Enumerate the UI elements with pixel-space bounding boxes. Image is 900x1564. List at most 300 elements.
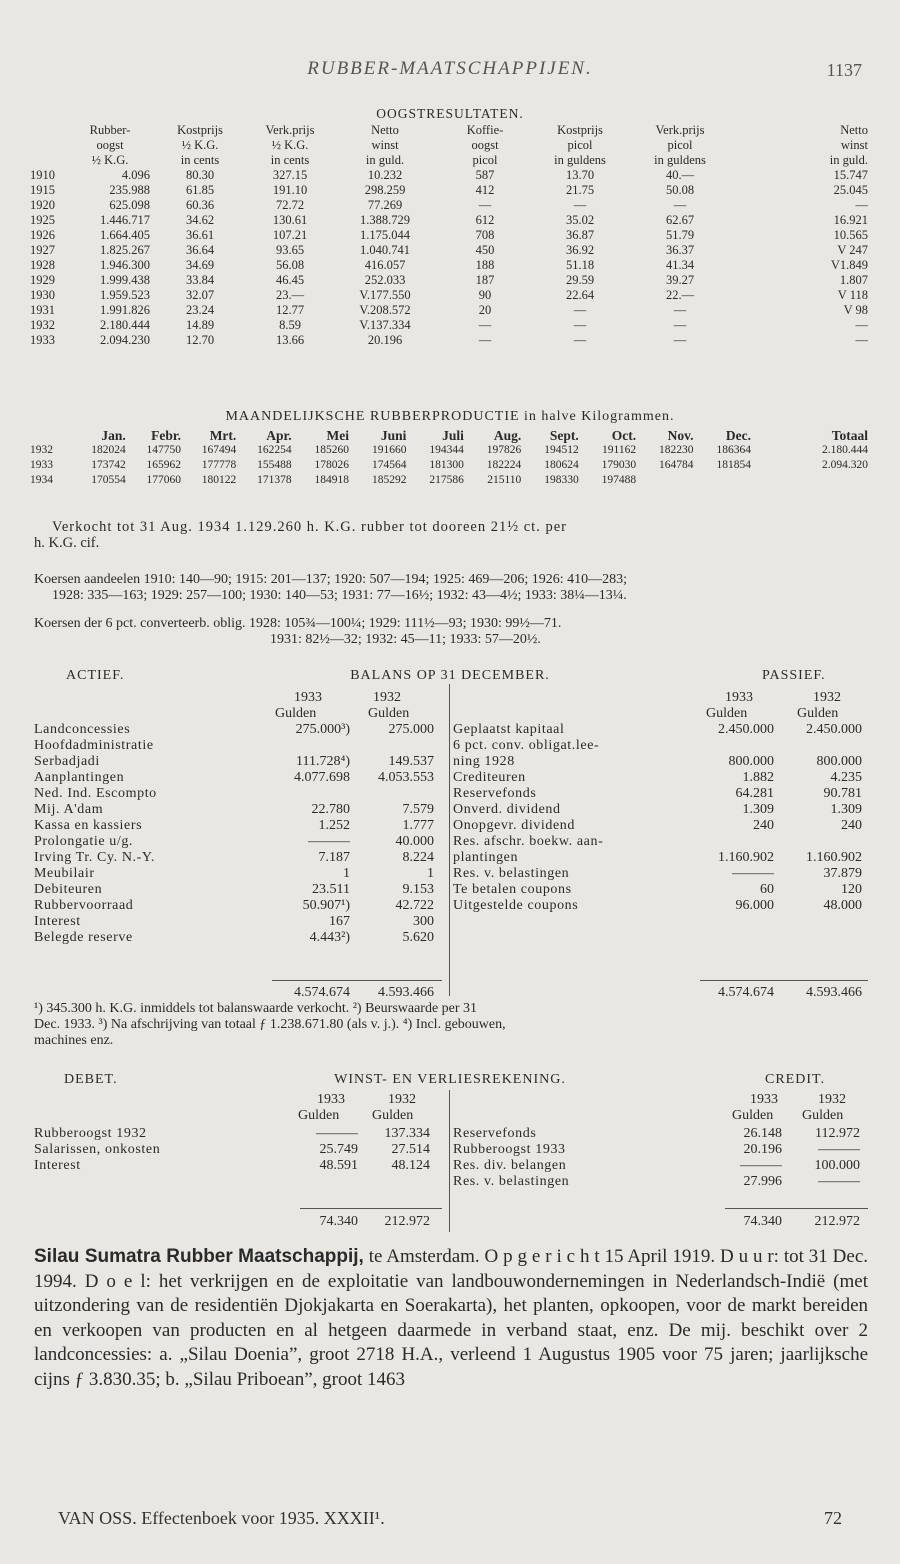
table-cell: in guld. bbox=[829, 153, 868, 167]
list-item-label: Irving Tr. Cy. N.-Y. bbox=[34, 850, 155, 865]
list-item-value-1932: 240 bbox=[841, 818, 862, 833]
balans-footnote-line1: ¹) 345.300 h. K.G. inmiddels tot balanswaarde verkocht. ²) Beurswaarde per 31 bbox=[34, 1001, 478, 1016]
list-item-label: Res. v. belastingen bbox=[453, 1174, 570, 1189]
list-item-value-1933: 111.728⁴) bbox=[295, 754, 350, 769]
table-cell: V 118 bbox=[837, 288, 868, 302]
list-item-value-1933: 23.511 bbox=[312, 882, 350, 897]
balans-divider bbox=[449, 684, 450, 996]
balans-passief-list bbox=[453, 722, 868, 914]
list-item-value-1933: 25.749 bbox=[319, 1142, 358, 1157]
table-row bbox=[30, 243, 868, 258]
table-cell bbox=[694, 473, 751, 488]
list-item-value-1933: ——— bbox=[740, 1158, 782, 1173]
list-item-label: Crediteuren bbox=[453, 770, 526, 785]
table-cell: 612 bbox=[475, 213, 495, 227]
list-item-label: Rubbervoorraad bbox=[34, 898, 134, 913]
table-cell: 2.094.320 bbox=[822, 459, 868, 471]
list-item bbox=[34, 738, 442, 754]
table-cell: 215110 bbox=[487, 474, 522, 486]
list-item bbox=[453, 754, 868, 770]
page-number: 1137 bbox=[826, 60, 862, 80]
list-item-value-1932: ——— bbox=[818, 1142, 860, 1157]
list-item-value-1932: 37.879 bbox=[823, 866, 862, 881]
list-item-value-1933: 240 bbox=[753, 818, 774, 833]
table-cell: Febr. bbox=[151, 428, 181, 443]
table-cell: — bbox=[673, 303, 687, 317]
table-cell: Kostprijs bbox=[177, 123, 223, 137]
table-cell: picol bbox=[567, 138, 593, 152]
balans-passief-year2: 1932 bbox=[813, 690, 841, 705]
table-cell: — bbox=[855, 318, 868, 332]
table-cell: Dec. bbox=[725, 428, 751, 443]
koersen-obligaties-line1: Koersen der 6 pct. converteerb. oblig. 1928: 105¾—100¼; 1929: 111½—93; 1930: 99½—71. bbox=[34, 616, 562, 631]
wv-debet-total-rule bbox=[300, 1208, 442, 1209]
table-cell: Mrt. bbox=[209, 428, 237, 443]
list-item-value-1932: 100.000 bbox=[814, 1158, 860, 1173]
table-cell: 1.825.267 bbox=[100, 243, 150, 257]
list-item-value-1933: 1 bbox=[343, 866, 350, 881]
list-item-label: Aanplantingen bbox=[34, 770, 125, 785]
table-cell: 77.269 bbox=[367, 198, 403, 212]
list-item bbox=[34, 914, 442, 930]
wv-credit-total-rule bbox=[725, 1208, 868, 1209]
silau-company-name: Silau Sumatra Rubber Maatschappij, bbox=[34, 1246, 364, 1267]
table-cell: 1.664.405 bbox=[100, 228, 150, 242]
list-item-value-1933: 50.907¹) bbox=[302, 898, 350, 913]
wv-debet-total-1933: 74.340 bbox=[319, 1214, 358, 1229]
table-cell bbox=[751, 473, 868, 488]
list-item bbox=[34, 1158, 442, 1174]
wv-debet-unit2: Gulden bbox=[372, 1108, 414, 1123]
list-item-label: Serbadjadi bbox=[34, 754, 100, 769]
table-cell: 10.565 bbox=[833, 228, 868, 242]
table-cell: — bbox=[573, 198, 587, 212]
list-item-value-1933: 26.148 bbox=[743, 1126, 782, 1141]
list-item bbox=[34, 786, 442, 802]
table-cell: V1.849 bbox=[830, 258, 868, 272]
table-cell: 187 bbox=[475, 273, 495, 287]
table-cell: 185260 bbox=[314, 444, 350, 456]
wv-credit-head: CREDIT. bbox=[765, 1072, 826, 1087]
balans-actief-year1: 1933 bbox=[294, 690, 322, 705]
table-row bbox=[30, 228, 868, 243]
table-cell: 62.67 bbox=[665, 213, 695, 227]
table-cell bbox=[30, 428, 70, 443]
list-item-value-1933: 1.252 bbox=[318, 818, 350, 833]
list-item bbox=[453, 1142, 868, 1158]
list-item-label: Interest bbox=[34, 1158, 81, 1173]
table-cell: 177778 bbox=[201, 459, 237, 471]
balans-passief-total-1933: 4.574.674 bbox=[718, 985, 774, 1000]
table-cell: winst bbox=[371, 138, 399, 152]
balans-passief-unit1: Gulden bbox=[706, 706, 748, 721]
list-item bbox=[34, 722, 442, 738]
balans-actief-total-1933: 4.574.674 bbox=[294, 985, 350, 1000]
table-cell: 23.24 bbox=[185, 303, 215, 317]
list-item-value-1932: 1.160.902 bbox=[806, 850, 862, 865]
table-cell: 197826 bbox=[486, 444, 522, 456]
list-item-value-1932: 4.053.553 bbox=[378, 770, 434, 785]
list-item bbox=[453, 1158, 868, 1174]
table-cell: 181300 bbox=[429, 459, 464, 471]
list-item bbox=[34, 930, 442, 946]
balans-title: BALANS OP 31 DECEMBER. bbox=[350, 668, 550, 683]
table-cell: Verk.prijs bbox=[265, 123, 315, 137]
list-item bbox=[453, 882, 868, 898]
table-cell: 15.747 bbox=[833, 168, 868, 182]
list-item bbox=[34, 850, 442, 866]
wv-credit-unit2: Gulden bbox=[802, 1108, 844, 1123]
table-cell: 14.89 bbox=[185, 318, 215, 332]
table-cell: Koffie- bbox=[466, 123, 504, 137]
list-item bbox=[453, 802, 868, 818]
list-item bbox=[34, 866, 442, 882]
list-item bbox=[34, 898, 442, 914]
balans-actief-head: ACTIEF. bbox=[66, 668, 125, 683]
list-item-value-1932: 90.781 bbox=[823, 786, 862, 801]
balans-passief-total-1932: 4.593.466 bbox=[806, 985, 862, 1000]
table-cell: 56.08 bbox=[275, 258, 305, 272]
table-cell: Aug. bbox=[493, 428, 522, 443]
balans-actief-list bbox=[34, 722, 442, 946]
table-cell: 93.65 bbox=[275, 243, 305, 257]
table-cell: 198330 bbox=[544, 474, 579, 486]
balans-footnote-line3: machines enz. bbox=[34, 1033, 114, 1048]
table-cell: 13.66 bbox=[275, 333, 305, 347]
maand-title: MAANDELIJKSCHE RUBBERPRODUCTIE in halve Kilogrammen. bbox=[225, 409, 675, 424]
list-item bbox=[453, 770, 868, 786]
table-cell: 4.096 bbox=[121, 168, 150, 182]
list-item bbox=[453, 1126, 868, 1142]
table-cell: 412 bbox=[475, 183, 495, 197]
list-item bbox=[453, 722, 868, 738]
table-cell: 188 bbox=[475, 258, 495, 272]
list-item-value-1933: 800.000 bbox=[728, 754, 774, 769]
table-cell: 1927 bbox=[30, 243, 55, 257]
list-item-label: Reservefonds bbox=[453, 1126, 537, 1141]
list-item-value-1933: 1.309 bbox=[742, 802, 774, 817]
list-item-value-1932: 27.514 bbox=[391, 1142, 430, 1157]
list-item-label: plantingen bbox=[453, 850, 519, 865]
list-item-value-1933: 4.443²) bbox=[309, 930, 350, 945]
table-cell: V 98 bbox=[843, 303, 868, 317]
table-cell: 51.79 bbox=[665, 228, 695, 242]
table-cell: 708 bbox=[475, 228, 495, 242]
wv-debet-list bbox=[34, 1126, 442, 1174]
table-cell: 40.— bbox=[665, 168, 695, 182]
list-item-value-1932: 5.620 bbox=[402, 930, 434, 945]
table-cell: 13.70 bbox=[565, 168, 595, 182]
table-cell: V.208.572 bbox=[359, 303, 411, 317]
list-item bbox=[34, 802, 442, 818]
wv-debet-total-1932: 212.972 bbox=[384, 1214, 430, 1229]
table-cell: 191.10 bbox=[272, 183, 308, 197]
list-item bbox=[34, 770, 442, 786]
maand-note-line1: Verkocht tot 31 Aug. 1934 1.129.260 h. K.G. rubber tot dooreen 21½ ct. per bbox=[52, 519, 567, 535]
wv-credit-unit1: Gulden bbox=[732, 1108, 774, 1123]
table-cell: oogst bbox=[471, 138, 499, 152]
table-row bbox=[30, 443, 868, 458]
balans-actief-total-1932: 4.593.466 bbox=[378, 985, 434, 1000]
maand-table bbox=[30, 428, 868, 488]
table-cell: Netto bbox=[840, 123, 868, 137]
wv-credit-year2: 1932 bbox=[818, 1092, 846, 1107]
page-header-title: RUBBER-MAATSCHAPPIJEN. bbox=[307, 58, 593, 79]
table-cell: 1930 bbox=[30, 288, 55, 302]
list-item-label: Mij. A'dam bbox=[34, 802, 104, 817]
list-item bbox=[453, 1174, 868, 1190]
wv-credit-total-1933: 74.340 bbox=[743, 1214, 782, 1229]
list-item-value-1933: 1.160.902 bbox=[718, 850, 774, 865]
list-item-value-1932: 120 bbox=[841, 882, 862, 897]
koersen-aandeelen-line1: Koersen aandeelen 1910: 140—90; 1915: 201—137; 1920: 507—194; 1925: 469—206; 1926: 410—283; bbox=[34, 572, 628, 587]
table-cell: 29.59 bbox=[565, 273, 595, 287]
list-item-label: Onverd. dividend bbox=[453, 802, 561, 817]
list-item-value-1932: 48.124 bbox=[391, 1158, 430, 1173]
table-cell: 1928 bbox=[30, 258, 55, 272]
table-cell: Rubber- bbox=[89, 123, 131, 137]
table-cell: Apr. bbox=[266, 428, 292, 443]
list-item-value-1933: 27.996 bbox=[743, 1174, 782, 1189]
table-cell: 162254 bbox=[257, 444, 292, 456]
list-item-value-1932: 275.000 bbox=[388, 722, 434, 737]
table-cell: V 247 bbox=[837, 243, 868, 257]
list-item-value-1933: 22.780 bbox=[311, 802, 350, 817]
list-item-value-1932: 42.722 bbox=[395, 898, 434, 913]
koersen-aandeelen-line2: 1928: 335—163; 1929: 257—100; 1930: 140—53; 1931: 77—16½; 1932: 43—4½; 1933: 38¼—13¼. bbox=[52, 588, 627, 603]
table-cell: 16.921 bbox=[833, 213, 868, 227]
table-cell: 90 bbox=[478, 288, 492, 302]
table-cell: 180122 bbox=[201, 474, 237, 486]
table-cell: 1932 bbox=[30, 444, 53, 456]
table-cell: in guldens bbox=[654, 153, 706, 167]
page-footer: VAN OSS. Effectenboek voor 1935. XXXII¹. bbox=[58, 1508, 385, 1528]
table-cell: — bbox=[673, 333, 687, 347]
table-header-row bbox=[30, 123, 868, 138]
table-cell: 1.807 bbox=[839, 273, 868, 287]
table-row bbox=[30, 273, 868, 288]
table-cell: oogst bbox=[96, 138, 124, 152]
table-cell: 1934 bbox=[30, 474, 53, 486]
list-item-label: Salarissen, onkosten bbox=[34, 1142, 161, 1157]
table-cell: — bbox=[478, 198, 492, 212]
table-cell: 197488 bbox=[601, 474, 637, 486]
table-cell: 10.232 bbox=[367, 168, 403, 182]
table-cell: 36.61 bbox=[185, 228, 215, 242]
table-header-row bbox=[30, 153, 868, 168]
table-cell: Mei bbox=[326, 428, 350, 443]
list-item-value-1932: 8.224 bbox=[402, 850, 434, 865]
table-cell: 416.057 bbox=[364, 258, 406, 272]
table-cell: 107.21 bbox=[272, 228, 308, 242]
list-item-label: Res. v. belastingen bbox=[453, 866, 570, 881]
table-cell: Sept. bbox=[549, 428, 579, 443]
table-cell bbox=[30, 123, 70, 138]
table-cell: 21.75 bbox=[565, 183, 595, 197]
table-cell: — bbox=[573, 303, 587, 317]
table-cell: — bbox=[855, 198, 868, 212]
table-cell: — bbox=[573, 318, 587, 332]
table-cell: 1933 bbox=[30, 459, 53, 471]
list-item-value-1933: 275.000³) bbox=[295, 722, 350, 737]
table-cell: 1931 bbox=[30, 303, 55, 317]
table-cell: 1.446.717 bbox=[100, 213, 150, 227]
table-cell: 1910 bbox=[30, 168, 55, 182]
table-cell: 171378 bbox=[257, 474, 292, 486]
balans-actief-total-rule bbox=[272, 980, 442, 981]
silau-text: te Amsterdam. O p g e r i c h t 15 April 1919. D u u r: tot 31 Dec. 1994. D o e l: het verkrijgen en de exploitatie van landbouwondernemingen in Nederlandsch-Indië (met uitzondering van de residentiën Djokjakarta en Soerakarta), het planten, opkoopen, voor de markt bereiden en verkoopen van producten en al hetgeen daarmede in verband staat, enz. De mij. beschikt over 2 landconcessies: a. „Silau Doenia”, groot 2718 H.A., verleend 1 Augustus 1905 voor 75 jaren; jaarlijksche cijns ƒ 3.830.35; b. „Silau Priboean”, groot 1463 bbox=[34, 1246, 868, 1390]
table-cell: in cents bbox=[270, 153, 310, 167]
oogst-table bbox=[30, 123, 868, 348]
wv-title: WINST- EN VERLIESREKENING. bbox=[334, 1072, 566, 1087]
table-cell: Jan. bbox=[101, 428, 126, 443]
table-cell: 1920 bbox=[30, 198, 55, 212]
table-cell: 8.59 bbox=[279, 318, 301, 332]
list-item-value-1932: 1.777 bbox=[402, 818, 434, 833]
list-item bbox=[34, 754, 442, 770]
list-item-value-1932: 9.153 bbox=[402, 882, 434, 897]
table-cell: 22.— bbox=[665, 288, 695, 302]
table-cell: picol bbox=[472, 153, 498, 167]
wv-credit-total-1932: 212.972 bbox=[814, 1214, 860, 1229]
table-cell: 178026 bbox=[314, 459, 350, 471]
table-cell: 36.87 bbox=[565, 228, 595, 242]
table-cell bbox=[636, 473, 693, 488]
table-row bbox=[30, 168, 868, 183]
table-cell: picol bbox=[667, 138, 693, 152]
table-cell: ½ K.G. bbox=[91, 153, 129, 167]
balans-actief-unit2: Gulden bbox=[368, 706, 410, 721]
table-cell: — bbox=[673, 318, 687, 332]
table-cell: 1929 bbox=[30, 273, 55, 287]
list-item bbox=[453, 834, 868, 850]
wv-debet-unit1: Gulden bbox=[298, 1108, 340, 1123]
list-item-value-1932: 112.972 bbox=[815, 1126, 860, 1141]
table-cell: ½ K.G. bbox=[271, 138, 309, 152]
table-cell: winst bbox=[840, 138, 868, 152]
list-item bbox=[34, 818, 442, 834]
table-cell: 46.45 bbox=[275, 273, 305, 287]
table-cell: — bbox=[478, 333, 492, 347]
table-cell: 1.946.300 bbox=[100, 258, 150, 272]
table-header-row bbox=[30, 428, 868, 443]
table-cell: 194344 bbox=[429, 444, 464, 456]
table-cell: 12.77 bbox=[275, 303, 305, 317]
list-item-label: 6 pct. conv. obligat.lee- bbox=[453, 738, 600, 753]
table-cell: Kostprijs bbox=[557, 123, 603, 137]
list-item bbox=[453, 898, 868, 914]
table-cell: 191660 bbox=[371, 444, 407, 456]
table-cell: Totaal bbox=[831, 428, 868, 443]
table-cell: 25.045 bbox=[833, 183, 868, 197]
table-row bbox=[30, 198, 868, 213]
list-item-value-1933: ——— bbox=[732, 866, 774, 881]
table-cell: 182024 bbox=[91, 444, 126, 456]
list-item-label: Interest bbox=[34, 914, 81, 929]
silau-description bbox=[34, 1245, 868, 1392]
table-cell: 2.180.444 bbox=[822, 444, 868, 456]
table-cell: 182224 bbox=[486, 459, 522, 471]
list-item-label: Uitgestelde coupons bbox=[453, 898, 579, 913]
table-cell: 32.07 bbox=[185, 288, 215, 302]
list-item-value-1932: 1 bbox=[427, 866, 434, 881]
list-item-label: Meubilair bbox=[34, 866, 95, 881]
table-cell: 36.64 bbox=[185, 243, 215, 257]
list-item-value-1932: ——— bbox=[818, 1174, 860, 1189]
table-cell: 1932 bbox=[30, 318, 55, 332]
list-item bbox=[34, 1142, 442, 1158]
balans-actief-year2: 1932 bbox=[373, 690, 401, 705]
table-cell: 191162 bbox=[602, 444, 637, 456]
list-item-value-1932: 4.235 bbox=[830, 770, 862, 785]
table-cell: 165962 bbox=[146, 459, 181, 471]
list-item-label: Res. div. belangen bbox=[453, 1158, 567, 1173]
table-cell: 34.62 bbox=[185, 213, 215, 227]
table-row bbox=[30, 288, 868, 303]
table-cell: 298.259 bbox=[364, 183, 406, 197]
table-cell: 60.36 bbox=[185, 198, 215, 212]
wv-debet-year1: 1933 bbox=[317, 1092, 345, 1107]
list-item bbox=[34, 882, 442, 898]
table-cell: 185292 bbox=[371, 474, 407, 486]
table-row bbox=[30, 303, 868, 318]
list-item-value-1932: 800.000 bbox=[816, 754, 862, 769]
koersen-obligaties-line2: 1931: 82½—32; 1932: 45—11; 1933: 57—20½. bbox=[270, 632, 541, 647]
table-cell: 182230 bbox=[659, 444, 694, 456]
list-item-label: Prolongatie u/g. bbox=[34, 834, 134, 849]
table-cell: 35.02 bbox=[565, 213, 595, 227]
list-item-label: ning 1928 bbox=[453, 754, 515, 769]
table-cell: 1.999.438 bbox=[100, 273, 150, 287]
table-cell: — bbox=[478, 318, 492, 332]
table-cell: 1.991.826 bbox=[100, 303, 150, 317]
table-cell: 217586 bbox=[429, 474, 464, 486]
list-item-value-1932: 1.309 bbox=[830, 802, 862, 817]
table-cell: — bbox=[573, 333, 587, 347]
table-cell: 177060 bbox=[146, 474, 181, 486]
list-item-label: Res. afschr. boekw. aan- bbox=[453, 834, 604, 849]
table-cell: 50.08 bbox=[665, 183, 695, 197]
table-cell: 170554 bbox=[91, 474, 126, 486]
table-cell: 587 bbox=[475, 168, 495, 182]
table-cell: — bbox=[855, 333, 868, 347]
table-row bbox=[30, 213, 868, 228]
table-cell: 20 bbox=[478, 303, 492, 317]
table-cell: 2.094.230 bbox=[100, 333, 150, 347]
table-cell: 34.69 bbox=[185, 258, 215, 272]
list-item-label: Hoofdadministratie bbox=[34, 738, 154, 753]
table-cell: 1.040.741 bbox=[360, 243, 410, 257]
table-cell: 252.033 bbox=[364, 273, 406, 287]
table-cell: 147750 bbox=[146, 444, 181, 456]
list-item-label: Reservefonds bbox=[453, 786, 537, 801]
table-cell: 1.388.729 bbox=[360, 213, 410, 227]
table-cell: 41.34 bbox=[665, 258, 695, 272]
oogst-title: OOGSTRESULTATEN. bbox=[376, 106, 524, 121]
table-cell: Verk.prijs bbox=[655, 123, 705, 137]
list-item-label: Rubberoogst 1933 bbox=[453, 1142, 566, 1157]
list-item-value-1933: 7.187 bbox=[318, 850, 350, 865]
list-item bbox=[453, 850, 868, 866]
table-cell: in cents bbox=[180, 153, 220, 167]
table-cell: 155488 bbox=[257, 459, 292, 471]
list-item-value-1933: 4.077.698 bbox=[294, 770, 350, 785]
balans-footnote-line2: Dec. 1933. ³) Na afschrijving van totaal ƒ 1.238.671.80 (als v. j.). ⁴) Incl. gebouwen, bbox=[34, 1017, 506, 1032]
list-item-label: Te betalen coupons bbox=[453, 882, 572, 897]
table-cell: 164784 bbox=[659, 459, 694, 471]
table-cell: 184918 bbox=[314, 474, 350, 486]
table-cell: 23.— bbox=[275, 288, 305, 302]
